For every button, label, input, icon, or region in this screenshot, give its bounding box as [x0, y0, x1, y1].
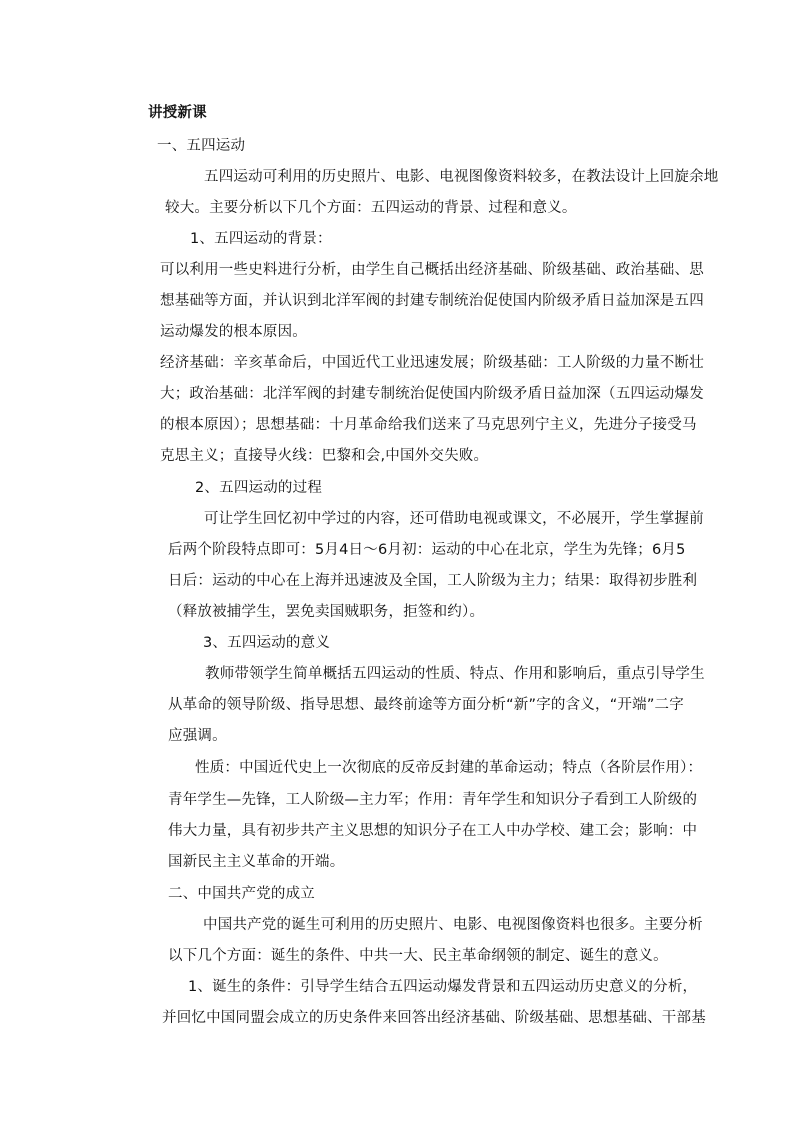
paragraph-line: 日后：运动的中心在上海并迅速波及全国，工人阶级为主力；结果：取得初步胜利: [168, 573, 698, 589]
paragraph-line: 并回忆中国同盟会成立的历史条件来回答出经济基础、阶级基础、思想基础、干部基: [162, 1010, 706, 1026]
paragraph-line: 青年学生—先锋，工人阶级—主力军；作用：青年学生和知识分子看到工人阶级的: [168, 792, 698, 808]
paragraph-line: 应强调。: [168, 728, 227, 744]
paragraph-line: 从革命的领导阶级、指导思想、最终前途等方面分析“新”字的含义，“开端”二字: [168, 697, 684, 713]
paragraph-line: 想基础等方面，并认识到北洋军阀的封建专制统治促使国内阶级矛盾日益加深是五四: [160, 293, 704, 309]
paragraph-line: 五四运动可利用的历史照片、电影、电视图像资料较多，在教法设计上回旋余地: [204, 169, 719, 185]
paragraph-line: 性质：中国近代史上一次彻底的反帝反封建的革命运动；特点（各阶层作用）：: [195, 760, 703, 776]
paragraph-line: 伟大力量，具有初步共产主义思想的知识分子在工人中办学校、建工会；影响：中: [168, 823, 698, 839]
lesson-heading: 讲授新课: [148, 105, 207, 121]
section-1-title: 一、五四运动: [157, 138, 246, 154]
paragraph-line: 较大。主要分析以下几个方面：五四运动的背景、过程和意义。: [165, 200, 577, 216]
subsection-title: 2、五四运动的过程: [195, 480, 323, 496]
paragraph-line: 的根本原因）；思想基础：十月革命给我们送来了马克思列宁主义，先进分子接受马: [160, 417, 697, 433]
paragraph-line: 可以利用一些史料进行分析，由学生自己概括出经济基础、阶级基础、政治基础、思: [160, 262, 704, 278]
paragraph-line: 经济基础：辛亥革命后，中国近代工业迅速发展；阶级基础：工人阶级的力量不断壮: [160, 355, 704, 371]
paragraph-line: 中国共产党的诞生可利用的历史照片、电影、电视图像资料也很多。主要分析: [203, 917, 703, 933]
paragraph-line: 后两个阶段特点即可：5月4日～6月初：运动的中心在北京，学生为先锋；6月5: [168, 542, 686, 558]
paragraph-line: 教师带领学生简单概括五四运动的性质、特点、作用和影响后，重点引导学生: [205, 666, 705, 682]
paragraph-line: 大；政治基础：北洋军阀的封建专制统治促使国内阶级矛盾日益加深（五四运动爆发: [160, 386, 704, 402]
paragraph-line: 国新民主主义革命的开端。: [168, 854, 345, 870]
subsection-title: 3、五四运动的意义: [203, 635, 331, 651]
subsection-title: 1、五四运动的背景：: [190, 231, 332, 247]
paragraph-line: 克思主义；直接导火线：巴黎和会,中国外交失败。: [160, 448, 489, 464]
paragraph-line: 可让学生回忆初中学过的内容，还可借助电视或课文，不必展开，学生掌握前: [204, 511, 704, 527]
paragraph-line: 1、诞生的条件：引导学生结合五四运动爆发背景和五四运动历史意义的分析，: [188, 979, 698, 995]
paragraph-line: 以下几个方面：诞生的条件、中共一大、民主革命纲领的制定、诞生的意义。: [168, 948, 668, 964]
paragraph-line: （释放被捕学生，罢免卖国贼职务，拒签和约）。: [168, 604, 485, 620]
section-2-title: 二、中国共产党的成立: [168, 886, 315, 902]
paragraph-line: 运动爆发的根本原因。: [160, 324, 307, 340]
